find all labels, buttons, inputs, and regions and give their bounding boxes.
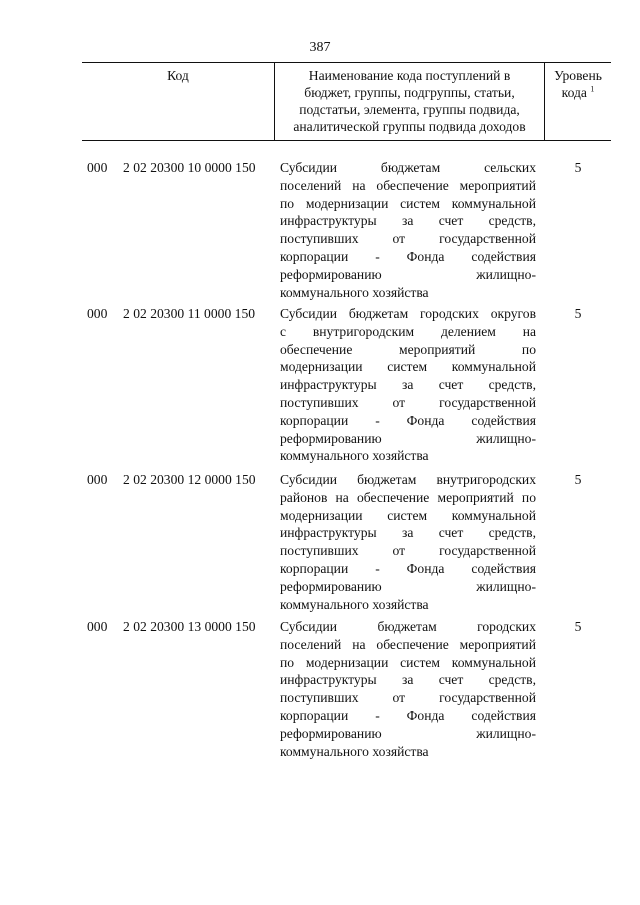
header-level-word: кода [561,85,587,100]
description-line: модернизации систем коммунальной [280,507,536,523]
description-line: обеспечение мероприятий по [280,341,536,357]
description-line: поселений на обеспечение мероприятий [280,177,536,193]
code-level: 5 [574,619,582,634]
income-code: 2 02 20300 11 0000 150 [123,306,256,321]
header-level [545,63,611,140]
code-level: 5 [574,472,582,487]
description-line: с внутригородским делением на [280,323,536,339]
description-line: инфраструктуры за счет средств, [280,672,536,688]
description-line: корпорации - Фонда содействия [280,707,536,723]
description-line: реформированию жилищно- [280,578,536,594]
code-level: 5 [574,306,582,321]
description-line: реформированию жилищно- [280,266,536,282]
header-name-line: Наименование кода поступлений в [308,68,511,83]
income-code: 2 02 20300 10 0000 150 [123,160,256,175]
income-code: 2 02 20300 13 0000 150 [123,619,256,634]
header-code-label: Код [167,68,189,83]
description-line: корпорации - Фонда содействия [280,248,536,264]
header-level-footnote: 1 [590,84,595,94]
description-line: инфраструктуры за счет средств, [280,525,536,541]
income-description [280,618,536,760]
page-number: 387 [309,40,331,55]
code-level: 5 [574,160,582,175]
description-line: коммунального хозяйства [280,743,429,759]
description-line: корпорации - Фонда содействия [280,560,536,576]
income-description [280,305,536,465]
description-line: районов на обеспечение мероприятий по [280,489,536,505]
description-line: модернизации систем коммунальной [280,359,536,375]
income-description [280,159,536,301]
description-line: коммунального хозяйства [280,448,429,464]
description-line: Субсидии бюджетам сельских [280,160,536,175]
header-name [275,63,545,140]
admin-code: 000 [87,619,108,634]
description-line: Субсидии бюджетам городских [280,619,536,634]
description-line: поступивших от государственной [280,231,536,247]
header-name-line: аналитической группы подвида доходов [293,119,526,134]
description-line: по модернизации систем коммунальной [280,654,536,670]
description-line: Субсидии бюджетам городских округов [280,306,536,321]
header-level-line: Уровень [554,68,602,83]
description-line: Субсидии бюджетам внутригородских [280,472,536,487]
income-description [280,471,536,613]
header-code [82,63,275,140]
description-line: коммунального хозяйства [280,284,429,300]
description-line: инфраструктуры за счет средств, [280,377,536,393]
admin-code: 000 [87,472,108,487]
admin-code: 000 [87,306,108,321]
header-name-line: бюджет, группы, подгруппы, статьи, [304,85,515,100]
table-header [82,62,611,141]
description-line: коммунального хозяйства [280,596,429,612]
description-line: по модернизации систем коммунальной [280,195,536,211]
description-line: поступивших от государственной [280,394,536,410]
header-level-line [545,84,611,101]
description-line: инфраструктуры за счет средств, [280,213,536,229]
description-line: поселений на обеспечение мероприятий [280,636,536,652]
admin-code: 000 [87,160,108,175]
description-line: реформированию жилищно- [280,725,536,741]
description-line: поступивших от государственной [280,690,536,706]
description-line: поступивших от государственной [280,543,536,559]
description-line: реформированию жилищно- [280,430,536,446]
description-line: корпорации - Фонда содействия [280,412,536,428]
income-code: 2 02 20300 12 0000 150 [123,472,256,487]
header-name-line: подстатьи, элемента, группы подвида, [299,102,520,117]
